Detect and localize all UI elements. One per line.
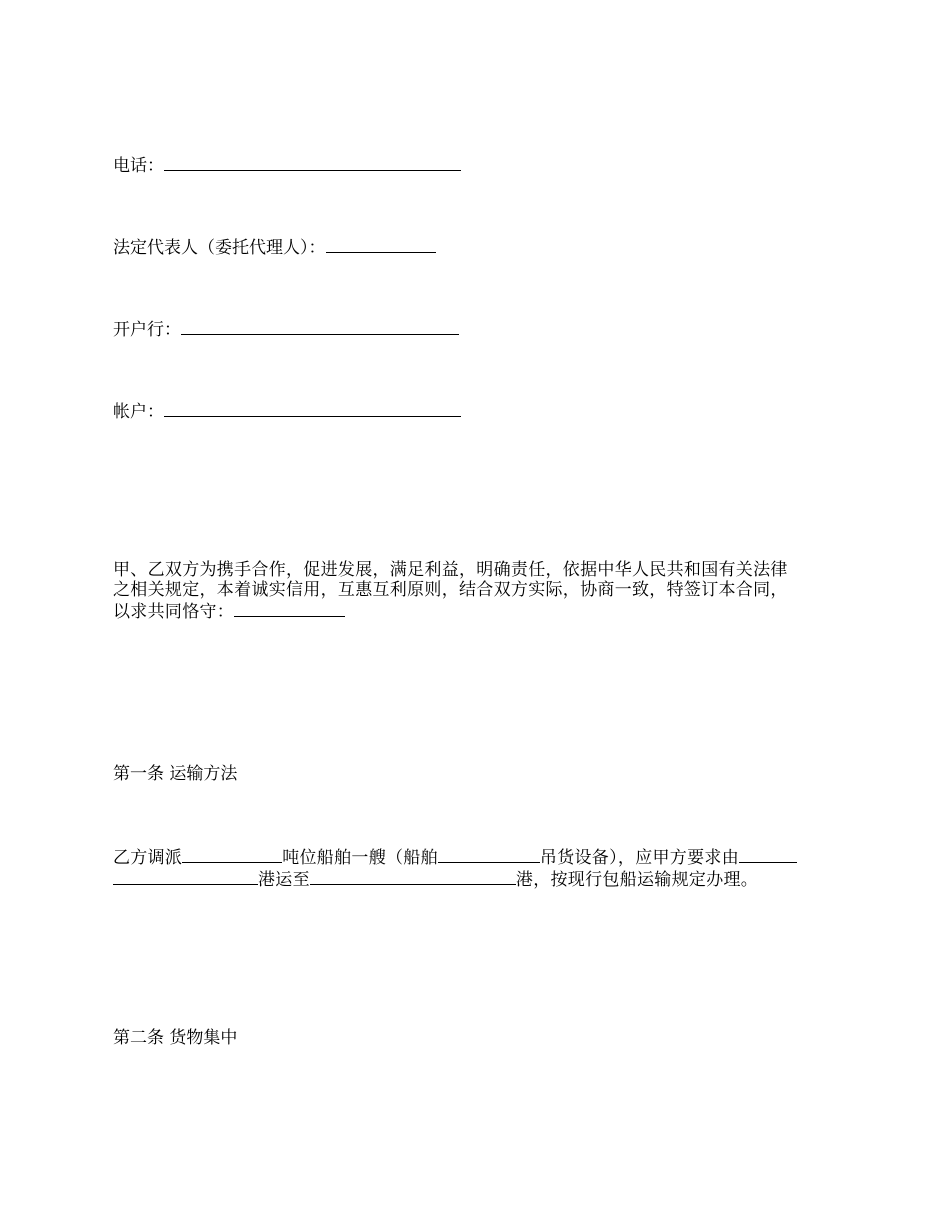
article-2-title: 第二条 货物集中 bbox=[113, 1028, 238, 1048]
lifting-equipment-blank bbox=[438, 846, 540, 863]
article-1-seg-3: 吊货设备），应甲方要求由 bbox=[539, 848, 740, 868]
account-field-row bbox=[113, 400, 461, 422]
article-1-title: 第一条 运输方法 bbox=[113, 764, 238, 784]
destination-port-blank bbox=[310, 868, 516, 885]
intro-paragraph bbox=[113, 560, 843, 622]
origin-port-blank-b bbox=[113, 868, 258, 885]
account-blank bbox=[164, 400, 461, 417]
origin-port-blank-a bbox=[739, 846, 797, 863]
phone-label: 电话： bbox=[113, 156, 164, 176]
article-1-seg-5: 港，按现行包船运输规定办理。 bbox=[515, 870, 759, 890]
intro-line-2: 之相关规定，本着诚实信用，互惠互利原则，结合双方实际，协商一致，特签订本合同， bbox=[113, 580, 788, 600]
article-1-line-1 bbox=[113, 846, 843, 868]
legal-rep-blank bbox=[326, 236, 436, 253]
article-1-paragraph bbox=[113, 846, 843, 890]
bank-label: 开户行： bbox=[113, 320, 181, 340]
account-label: 帐户： bbox=[113, 402, 164, 422]
intro-line-1: 甲、乙双方为携手合作，促进发展，满足利益，明确责任，依据中华人民共和国有关法律 bbox=[113, 560, 788, 580]
intro-blank bbox=[234, 600, 345, 617]
legal-rep-field-row bbox=[113, 236, 436, 258]
article-1-seg-1: 乙方调派 bbox=[113, 848, 183, 868]
tonnage-blank bbox=[182, 846, 282, 863]
article-1-seg-2: 吨位船舶一艘（船舶 bbox=[282, 848, 438, 868]
intro-line-3-text: 以求共同恪守： bbox=[113, 602, 235, 622]
bank-blank bbox=[181, 318, 459, 335]
intro-line-3 bbox=[113, 600, 843, 622]
article-1-seg-4: 港运至 bbox=[258, 870, 310, 890]
phone-field-row bbox=[113, 154, 461, 176]
bank-field-row bbox=[113, 318, 459, 340]
legal-rep-label: 法定代表人（委托代理人）： bbox=[113, 238, 326, 258]
article-1-line-2 bbox=[113, 868, 843, 890]
phone-blank bbox=[164, 154, 461, 171]
